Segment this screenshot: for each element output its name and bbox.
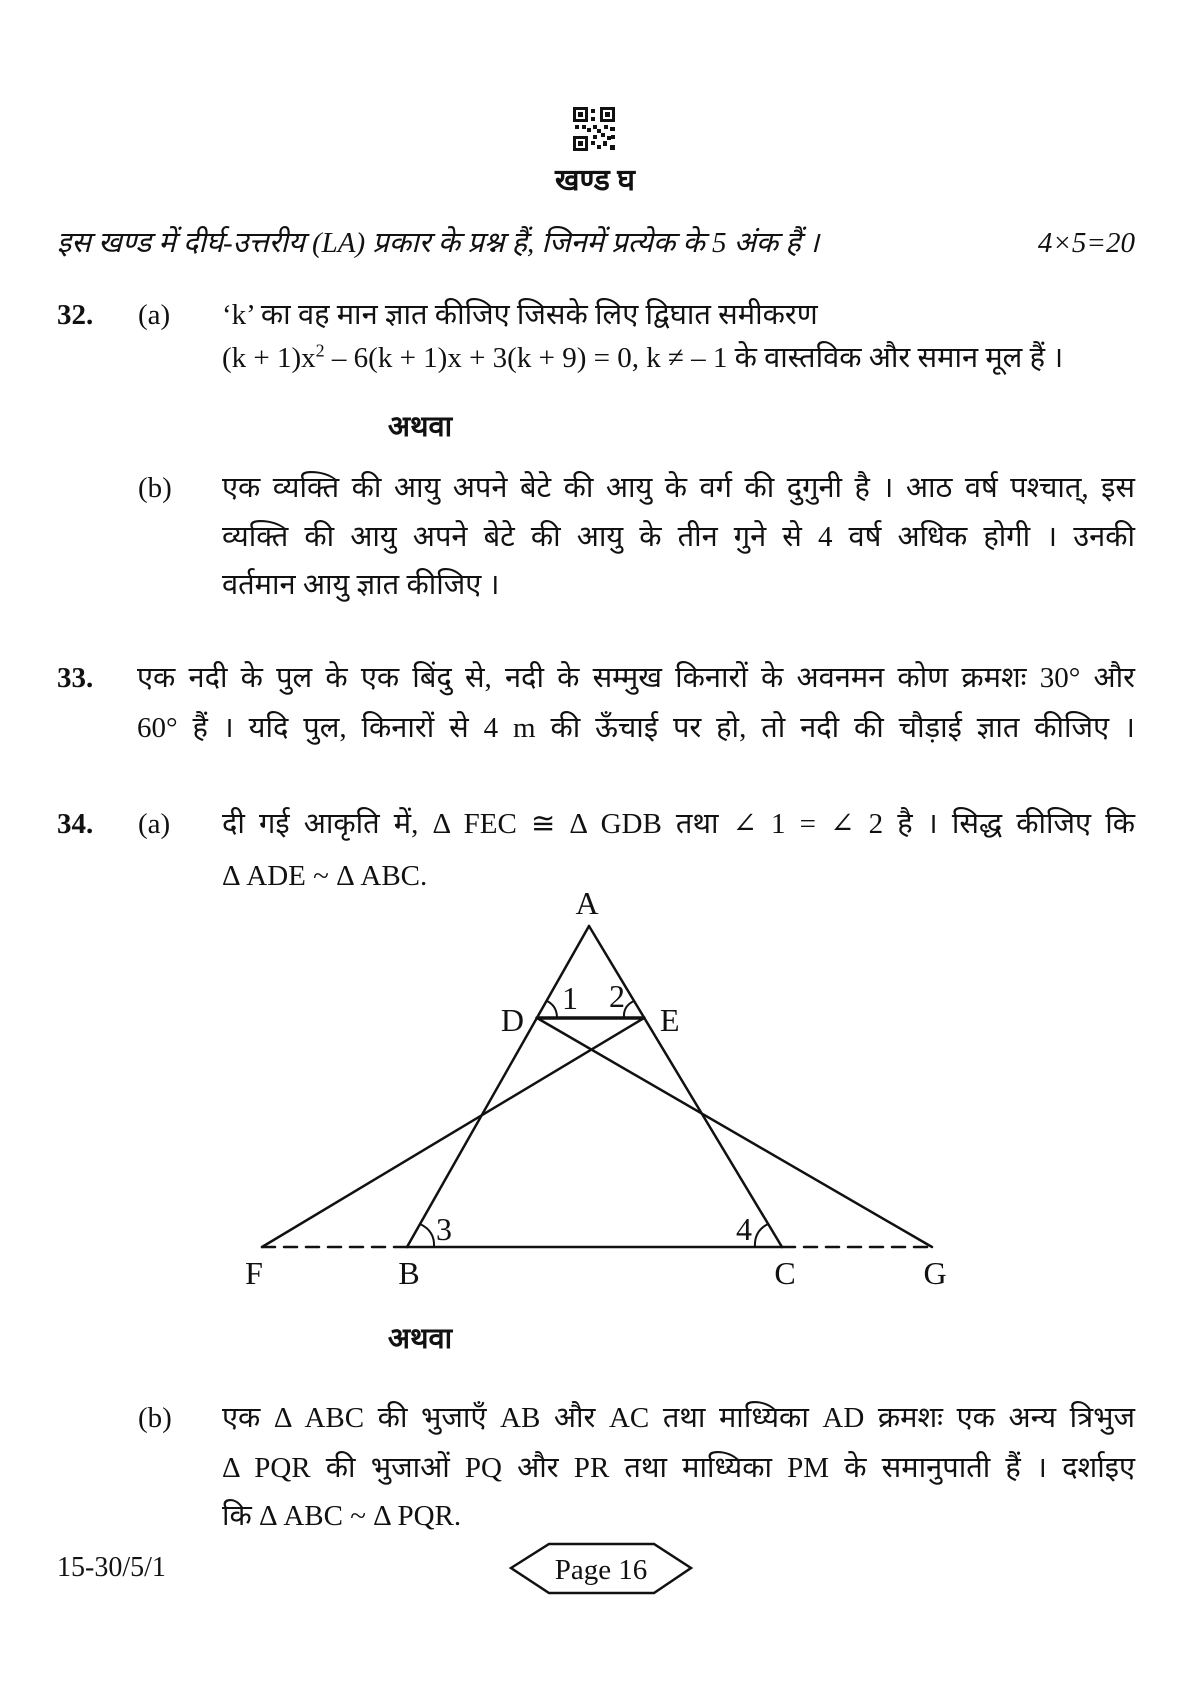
q34b-line3: कि Δ ABC ~ Δ PQR. [222,1500,462,1532]
q32-number: 32. [57,299,94,331]
page-number-label: Page 16 [554,1554,648,1586]
figure-label-angle1: 1 [562,980,578,1016]
q34-or-label: अथवा [387,1323,453,1355]
figure-label-F: F [245,1255,263,1291]
q32a-formula [222,340,1063,376]
q32b-line3: वर्तमान आयु ज्ञात कीजिए । [222,569,500,601]
figure-label-D: D [500,1002,524,1038]
section-marks: 4×5=20 [1037,227,1135,259]
figure-line-AC [589,926,782,1247]
q34b-line1: एक Δ ABC की भुजाएँ AB और AC तथा माध्यिका AD क्रमशः एक अन्य त्रिभुज [222,1402,1135,1434]
figure-label-angle2: 2 [609,978,625,1014]
figure-label-B: B [398,1255,420,1291]
angle-arc-4 [755,1224,768,1247]
q32a-label: (a) [138,299,171,331]
q33-number: 33. [57,662,94,694]
q32-or-label: अथवा [387,411,453,443]
figure-label-angle4: 4 [736,1211,752,1247]
paper-code: 15-30/5/1 [57,1552,166,1583]
q34b-label: (b) [138,1402,172,1434]
figure-label-E: E [660,1002,680,1038]
figure-label-A: A [575,885,599,921]
angle-arc-3 [420,1224,434,1247]
q32a-line1: ‘k’ का वह मान ज्ञात कीजिए जिसके लिए द्विघात समीकरण [222,299,818,331]
q34a-line2: Δ ADE ~ Δ ABC. [222,860,428,892]
figure-label-C: C [774,1255,796,1291]
figure-line-AB [407,926,589,1247]
triangle-figure [180,860,1000,1305]
q34-number: 34. [57,808,94,840]
q32b-line1: एक व्यक्ति की आयु अपने बेटे की आयु के वर्ग की दुगुनी है । आठ वर्ष पश्चात्, इस [222,472,1135,504]
page-number-hexagon [508,1541,694,1596]
q32b-label: (b) [138,472,172,504]
q33-line2: 60° हैं । यदि पुल, किनारों से 4 m की ऊँचाई पर हो, तो नदी की चौड़ाई ज्ञात कीजिए । [137,712,1135,744]
angle-arc-1 [547,1001,557,1018]
figure-line-FE [262,1018,644,1247]
section-heading: खण्ड घ [554,164,636,197]
figure-label-angle3: 3 [436,1211,452,1247]
q34b-line2: Δ PQR की भुजाओं PQ और PR तथा माध्यिका PM के समानुपाती हैं । दर्शाइए [222,1452,1135,1484]
q34a-label: (a) [138,808,171,840]
q32a-formula-post: – 6(k + 1)x + 3(k + 9) = 0, k ≠ – 1 के वास्तविक और समान मूल हैं । [324,342,1064,374]
q32b-line2: व्यक्ति की आयु अपने बेटे की आयु के तीन गुने से 4 वर्ष अधिक होगी । उनकी [222,521,1135,553]
qr-code [573,107,615,151]
section-intro: इस खण्ड में दीर्घ-उत्तरीय (LA) प्रकार के प्रश्न हैं, जिनमें प्रत्येक के 5 अंक हैं । [57,227,820,259]
q32a-formula-sup: 2 [315,340,325,361]
figure-line-GD [537,1018,932,1247]
angle-arc-2 [624,1001,634,1018]
q34a-line1: दी गई आकृति में, Δ FEC ≅ Δ GDB तथा ∠ 1 = ∠ 2 है । सिद्ध कीजिए कि [222,808,1135,840]
q33-line1: एक नदी के पुल के एक बिंदु से, नदी के सम्मुख किनारों के अवनमन कोण क्रमशः 30° और [137,662,1135,694]
q32a-formula-pre: (k + 1)x [222,342,316,374]
figure-label-G: G [923,1255,947,1291]
